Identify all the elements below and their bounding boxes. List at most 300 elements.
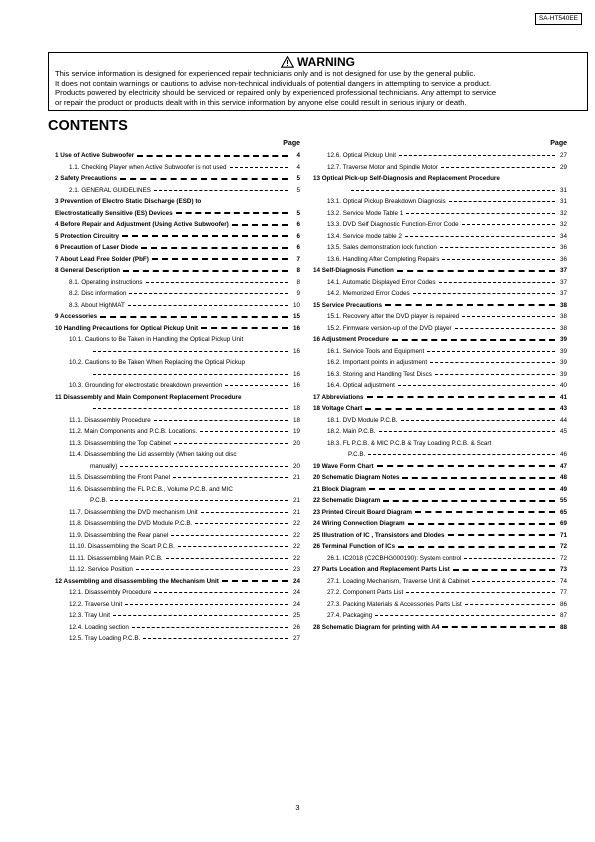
toc-leader: [136, 569, 288, 570]
toc-leader: [125, 604, 288, 605]
toc-entry-page: 87: [559, 612, 567, 619]
toc-entry-page: 74: [559, 577, 567, 585]
toc-entry-title: 19 Wave Form Chart: [313, 462, 374, 470]
toc-entry-title: 12.1. Disassembly Procedure: [69, 589, 152, 596]
toc-entry-title: 13 Optical Pick-up Self-Diagnosis and Replacement Procedure: [313, 175, 500, 182]
toc-entry-page: 4: [296, 163, 300, 171]
toc-leader: [449, 201, 555, 202]
toc-entry-title: 23 Printed Circuit Board Diagram: [313, 508, 413, 516]
toc-entry[interactable]: [55, 369, 300, 381]
toc-entry-page: 5: [296, 175, 300, 182]
toc-entry[interactable]: [55, 392, 300, 404]
toc-entry-title: 11.8. Disassembling the DVD Module P.C.B.: [69, 520, 193, 527]
toc-entry[interactable]: [313, 300, 567, 312]
toc-entry-title: 18.3. FL P.C.B. & MIC P.C.B & Tray Loading P.C.B. & Scart: [327, 439, 492, 447]
toc-entry-page: 40: [559, 382, 567, 389]
toc-leader: [415, 511, 555, 513]
toc-leader: [225, 385, 288, 386]
toc-entry-page: 20: [292, 462, 300, 470]
toc-entry[interactable]: [55, 196, 300, 208]
toc-entry-page: 26: [292, 623, 300, 631]
contents-heading: CONTENTS: [48, 118, 128, 134]
toc-entry-page: 32: [559, 221, 567, 228]
toc-leader: [383, 500, 555, 502]
toc-entry-title: 27.1. Loading Mechanism, Traverse Unit & Cabinet: [327, 577, 470, 585]
toc-leader: [367, 396, 555, 398]
toc-entry-title: 16.3. Storing and Handling Test Discs: [327, 370, 432, 378]
toc-entry-title: 6 Precaution of Laser Diode: [55, 244, 139, 251]
toc-leader: [195, 523, 288, 524]
toc-entry-page: 72: [559, 554, 567, 562]
toc-leader: [154, 420, 288, 421]
toc-entry-page: 22: [292, 520, 300, 527]
toc-entry-page: 8: [296, 267, 300, 274]
toc-entry-title: 12 Assembling and disassembling the Mechanism Unit: [55, 577, 219, 585]
toc-leader: [230, 167, 288, 168]
toc-entry-title: 12.2. Traverse Unit: [69, 600, 123, 608]
toc-entry[interactable]: [313, 507, 567, 519]
toc-leader: [173, 477, 288, 478]
toc-entry[interactable]: [313, 484, 567, 496]
toc-leader: [464, 558, 555, 559]
warning-title: [55, 55, 581, 69]
model-number: SA-HT540EE: [535, 13, 582, 25]
toc-entry-page: 21: [292, 474, 300, 481]
toc-leader: [129, 293, 288, 294]
toc-entry[interactable]: [55, 300, 300, 312]
toc-entry[interactable]: [55, 219, 300, 231]
toc-entry-page: 16: [292, 347, 300, 355]
toc-entry-title: P.C.B.: [348, 451, 366, 458]
toc-leader: [406, 213, 555, 214]
toc-entry-title: 20 Schematic Diagram Notes: [313, 474, 400, 481]
toc-entry-page: 21: [292, 508, 300, 516]
toc-leader: [120, 178, 288, 180]
toc-leader: [427, 351, 555, 352]
toc-entry[interactable]: [313, 346, 567, 358]
toc-leader: [154, 190, 288, 191]
toc-entry[interactable]: [55, 357, 300, 369]
toc-leader: [128, 305, 288, 306]
toc-entry[interactable]: [313, 208, 567, 220]
toc-entry-title: 13.3. DVD Self Diagnostic Function-Error Code: [327, 221, 459, 228]
toc-entry-page: 32: [559, 209, 567, 217]
toc-entry[interactable]: [55, 426, 300, 438]
toc-entry-page: 65: [559, 508, 567, 516]
toc-entry[interactable]: [313, 231, 567, 243]
toc-entry[interactable]: [55, 346, 300, 358]
toc-entry[interactable]: [55, 208, 300, 220]
toc-entry-title: 2.1. GENERAL GUIDELINES: [69, 186, 152, 194]
toc-entry-page: 22: [292, 531, 300, 539]
toc-entry-title: 12.5. Tray Loading P.C.B.: [69, 635, 141, 642]
toc-entry-title: 11.1. Disassembly Procedure: [69, 416, 151, 424]
toc-entry-page: 29: [559, 163, 567, 171]
toc-entry[interactable]: [313, 518, 567, 530]
toc-entry-title: 16 Adjustment Procedure: [313, 336, 390, 343]
toc-entry[interactable]: [313, 587, 567, 599]
toc-entry-title: 18 Voltage Chart: [313, 405, 363, 412]
toc-entry-page: 25: [292, 612, 300, 619]
toc-entry-page: 31: [559, 198, 567, 205]
warning-line: Products powered by electricity should be serviced or repaired only by experienced professional technicians. Any attempt to service: [55, 88, 497, 98]
toc-entry[interactable]: [55, 380, 300, 392]
toc-right-list: [313, 150, 567, 633]
toc-leader: [453, 569, 555, 571]
toc-entry-page: 22: [292, 554, 300, 562]
toc-entry[interactable]: [313, 438, 567, 450]
toc-entry-title: 8.2. Disc information: [69, 290, 127, 297]
toc-leader: [174, 443, 288, 444]
toc-entry[interactable]: [55, 484, 300, 496]
toc-entry[interactable]: [313, 150, 567, 162]
toc-leader: [430, 362, 555, 363]
toc-entry-page: 55: [559, 497, 567, 504]
toc-entry[interactable]: [313, 415, 567, 427]
warning-line: or repair the product or products dealt with in this service information by anyone else could result in serious injury or death.: [55, 97, 467, 107]
toc-leader: [100, 316, 288, 318]
toc-entry[interactable]: [313, 173, 567, 185]
toc-entry-page: 39: [559, 370, 567, 378]
warning-line: It does not contain warnings or cautions to advise non-technical individuals of potential dangers in attempting to service a product.: [55, 78, 492, 88]
toc-leader: [93, 408, 288, 409]
toc-leader: [200, 431, 288, 432]
toc-leader: [385, 304, 555, 306]
toc-entry-title: 8.1. Operating instructions: [69, 278, 143, 286]
toc-leader: [406, 592, 555, 593]
toc-entry[interactable]: [313, 599, 567, 611]
page-column-header: Page: [283, 140, 300, 147]
toc-leader: [171, 535, 288, 536]
toc-entry[interactable]: [313, 495, 567, 507]
toc-entry-title: 17 Abbreviations: [313, 393, 364, 401]
toc-leader: [232, 224, 288, 226]
toc-entry-title: 11.3. Disassembling the Top Cabinet: [69, 439, 171, 447]
toc-entry-page: 16: [292, 324, 300, 332]
toc-entry-page: 47: [559, 462, 567, 470]
toc-entry[interactable]: [313, 196, 567, 208]
toc-entry-title: 15.2. Firmware version-up of the DVD player: [327, 324, 452, 332]
toc-entry-page: 16: [292, 370, 300, 378]
toc-entry-page: 88: [559, 623, 567, 631]
toc-entry[interactable]: [313, 254, 567, 266]
toc-entry-page: 39: [559, 336, 567, 343]
toc-entry[interactable]: [55, 277, 300, 289]
toc-entry[interactable]: [55, 185, 300, 197]
toc-entry-page: 37: [559, 290, 567, 297]
toc-entry-page: 39: [559, 359, 567, 366]
toc-leader: [146, 282, 288, 283]
toc-entry-title: 16.1. Service Tools and Equipment: [327, 347, 425, 355]
toc-entry-page: 46: [559, 451, 567, 458]
toc-entry[interactable]: [313, 357, 567, 369]
toc-entry[interactable]: [313, 530, 567, 542]
toc-entry[interactable]: [313, 622, 567, 634]
toc-entry[interactable]: [55, 334, 300, 346]
toc-entry-page: 41: [559, 393, 567, 401]
toc-entry-page: 4: [296, 152, 300, 159]
toc-leader: [368, 454, 555, 455]
toc-entry[interactable]: [55, 173, 300, 185]
toc-leader: [120, 466, 288, 467]
toc-entry-title: 10.1. Cautions to Be Taken in Handling the Optical Pickup Unit: [69, 336, 244, 343]
toc-entry-page: 16: [292, 382, 300, 389]
toc-entry-page: 69: [559, 520, 567, 527]
toc-leader: [439, 282, 556, 283]
toc-entry[interactable]: [313, 380, 567, 392]
toc-leader: [442, 626, 555, 628]
toc-entry[interactable]: [55, 438, 300, 450]
toc-entry-title: 25 Illustration of IC , Transistors and Diodes: [313, 531, 445, 539]
toc-leader: [399, 155, 555, 156]
toc-entry[interactable]: [313, 403, 567, 415]
toc-leader: [365, 408, 555, 410]
toc-leader: [122, 235, 288, 237]
toc-entry[interactable]: [313, 449, 567, 461]
toc-entry-title: 15.1. Recovery after the DVD player is repaired: [327, 313, 460, 320]
toc-entry-title: 16.4. Optical adjustment: [327, 382, 395, 389]
toc-entry-page: 45: [559, 428, 567, 435]
toc-leader: [398, 546, 555, 548]
warning-box: [48, 52, 588, 111]
toc-left-list: [55, 150, 300, 645]
toc-entry[interactable]: [313, 392, 567, 404]
toc-entry-page: 34: [559, 232, 567, 240]
toc-entry-page: 10: [292, 301, 300, 309]
toc-leader: [408, 523, 555, 525]
toc-leader: [93, 374, 288, 375]
toc-leader: [462, 224, 555, 225]
toc-entry[interactable]: [313, 219, 567, 231]
toc-leader: [166, 558, 288, 559]
toc-entry-page: 48: [559, 474, 567, 481]
toc-leader: [392, 339, 555, 341]
toc-entry[interactable]: [55, 242, 300, 254]
toc-entry-page: 43: [559, 405, 567, 412]
toc-entry-title: 12.3. Tray Unit: [69, 612, 110, 619]
toc-entry[interactable]: [55, 162, 300, 174]
toc-entry-title: 12.4. Loading section: [69, 623, 129, 631]
toc-entry-page: 39: [559, 347, 567, 355]
toc-entry-title: 11.11. Disassembling Main P.C.B.: [69, 554, 163, 562]
toc-entry[interactable]: [313, 564, 567, 576]
toc-entry-title: 3 Prevention of Electro Static Discharge (ESD) to: [55, 198, 202, 205]
toc-entry-title: 11.6. Disassembling the FL P.C.B., Volume P.C.B. and MIC: [69, 485, 233, 493]
toc-leader: [462, 316, 555, 317]
toc-entry-page: 22: [292, 543, 300, 550]
toc-entry-title: 27 Parts Location and Replacement Parts List: [313, 566, 450, 573]
toc-entry-page: 7: [296, 255, 300, 263]
toc-entry[interactable]: [55, 633, 300, 645]
toc-leader: [379, 431, 555, 432]
toc-entry[interactable]: [313, 185, 567, 197]
toc-entry-title: 12.7. Traverse Motor and Spindle Motor: [327, 163, 438, 171]
toc-entry-title: 11.10. Disassembling the Scart P.C.B.: [69, 543, 175, 550]
toc-leader: [201, 327, 288, 329]
toc-entry-page: 8: [296, 278, 300, 286]
toc-right-column: [313, 138, 567, 633]
toc-leader: [401, 420, 555, 421]
toc-entry-page: 19: [292, 428, 300, 435]
toc-entry[interactable]: [313, 576, 567, 588]
toc-entry[interactable]: [313, 610, 567, 622]
toc-entry[interactable]: [55, 541, 300, 553]
toc-entry[interactable]: [313, 242, 567, 254]
toc-entry-title: 16.2. Important points in adjustment: [327, 359, 428, 366]
toc-entry[interactable]: [313, 461, 567, 473]
toc-entry-title: 1 Use of Active Subwoofer: [55, 152, 135, 159]
toc-entry-title: 5 Protection Circuitry: [55, 232, 120, 240]
toc-leader: [440, 247, 555, 248]
toc-entry[interactable]: [55, 265, 300, 277]
toc-entry[interactable]: [55, 461, 300, 473]
toc-entry-title: 9 Accessories: [55, 313, 98, 320]
toc-entry-title: 27.2. Component Parts List: [327, 589, 404, 596]
toc-entry[interactable]: [55, 564, 300, 576]
toc-entry-title: 26.1. IC2018 (C2CBHG000190): System control: [327, 554, 462, 562]
toc-entry-title: 15 Service Precautions: [313, 301, 382, 309]
toc-entry[interactable]: [55, 622, 300, 634]
toc-entry[interactable]: [55, 449, 300, 461]
toc-entry-page: 38: [559, 324, 567, 332]
toc-leader: [141, 247, 288, 249]
warning-title-text: WARNING: [297, 55, 355, 69]
toc-leader: [369, 488, 555, 490]
toc-entry-page: 71: [559, 531, 567, 539]
toc-leader: [402, 477, 555, 479]
toc-entry-page: 38: [559, 313, 567, 320]
toc-entry[interactable]: [55, 530, 300, 542]
toc-entry[interactable]: [55, 311, 300, 323]
toc-entry-title: 8.3. About HighMAT: [69, 301, 125, 309]
toc-entry-title: 14.2. Memorized Error Codes: [327, 290, 410, 297]
toc-leader: [201, 512, 288, 513]
toc-entry[interactable]: [55, 587, 300, 599]
toc-leader: [113, 615, 288, 616]
toc-leader: [397, 270, 555, 272]
toc-entry-title: 10.3. Grounding for electrostatic breakdown prevention: [69, 382, 223, 389]
toc-entry-page: 37: [559, 267, 567, 274]
toc-entry[interactable]: [313, 288, 567, 300]
page-number: 3: [295, 803, 300, 812]
toc-entry[interactable]: [55, 150, 300, 162]
warning-triangle-icon: [281, 56, 294, 68]
toc-leader: [442, 259, 555, 260]
toc-entry-page: 5: [296, 186, 300, 194]
toc-entry[interactable]: [313, 323, 567, 335]
toc-leader: [448, 534, 555, 536]
toc-entry[interactable]: [313, 369, 567, 381]
toc-leader: [398, 385, 555, 386]
toc-entry-title: 27.3. Packing Materials & Accessories Parts List: [327, 600, 462, 608]
toc-entry-page: 77: [559, 589, 567, 596]
toc-entry-page: 72: [559, 543, 567, 550]
toc-leader: [472, 581, 555, 582]
toc-entry[interactable]: [55, 231, 300, 243]
toc-entry[interactable]: [313, 472, 567, 484]
toc-entry-title: Electrostatically Sensitive (ES) Devices: [55, 209, 173, 217]
toc-entry-title: 21 Block Diagram: [313, 485, 366, 493]
toc-entry-page: 27: [292, 635, 300, 642]
toc-entry[interactable]: [55, 323, 300, 335]
toc-entry[interactable]: [313, 541, 567, 553]
toc-entry[interactable]: [55, 507, 300, 519]
toc-entry-title: 10 Handling Precautions for Optical Pickup Unit: [55, 324, 199, 332]
toc-entry-page: 24: [292, 589, 300, 596]
toc-entry-page: 37: [559, 278, 567, 286]
toc-entry[interactable]: [313, 553, 567, 565]
toc-leader: [132, 627, 288, 628]
toc-entry[interactable]: [313, 162, 567, 174]
toc-entry-page: 6: [296, 221, 300, 228]
toc-entry-page: 73: [559, 566, 567, 573]
toc-entry-title: 11.7. Disassembling the DVD mechanism Unit: [69, 508, 198, 516]
toc-entry[interactable]: [55, 576, 300, 588]
toc-entry-title: 7 About Lead Free Solder (PbF): [55, 255, 149, 263]
toc-entry[interactable]: [55, 599, 300, 611]
toc-entry-title: 1.1. Checking Player when Active Subwoofer is not used: [69, 163, 227, 171]
toc-entry-title: 13.5. Sales demonstration lock function: [327, 244, 437, 251]
toc-leader: [413, 293, 555, 294]
toc-entry-title: P.C.B.: [90, 497, 108, 504]
toc-entry[interactable]: [55, 415, 300, 427]
toc-entry-title: 11.2. Main Components and P.C.B. Locations.: [69, 428, 198, 435]
toc-leader: [435, 374, 555, 375]
toc-entry-title: 27.4. Packaging: [327, 612, 373, 619]
toc-entry-page: 6: [296, 232, 300, 240]
toc-entry-page: 36: [559, 244, 567, 251]
toc-entry-title: 13.6. Handling After Completing Repairs: [327, 255, 440, 263]
toc-entry-page: 15: [292, 313, 300, 320]
toc-entry[interactable]: [55, 288, 300, 300]
toc-entry-page: 9: [296, 290, 300, 297]
toc-entry-page: 20: [292, 439, 300, 447]
toc-entry-title: 13.2. Service Mode Table 1: [327, 209, 404, 217]
toc-entry[interactable]: [313, 265, 567, 277]
toc-entry-title: 28 Schematic Diagram for printing with A4: [313, 623, 440, 631]
toc-entry[interactable]: [55, 495, 300, 507]
toc-entry[interactable]: [55, 610, 300, 622]
toc-leader: [455, 328, 555, 329]
toc-leader: [351, 190, 555, 191]
toc-entry[interactable]: [55, 518, 300, 530]
toc-leader: [176, 212, 288, 214]
toc-entry-page: 86: [559, 600, 567, 608]
toc-entry-title: 8 General Description: [55, 267, 121, 274]
warning-line: This service information is designed for experienced repair technicians only and is not designed for use by the general public.: [55, 69, 476, 78]
toc-entry-page: 31: [559, 186, 567, 194]
toc-entry[interactable]: [313, 426, 567, 438]
page-column-header: Page: [550, 140, 567, 147]
toc-entry-title: 11 Disassembly and Main Component Replacement Procedure: [55, 393, 242, 401]
warning-text: [55, 69, 581, 107]
toc-entry[interactable]: [55, 403, 300, 415]
toc-entry[interactable]: [55, 254, 300, 266]
toc-entry[interactable]: [313, 334, 567, 346]
toc-leader: [143, 638, 288, 639]
toc-entry[interactable]: [55, 472, 300, 484]
toc-entry-page: 44: [559, 416, 567, 424]
toc-leader: [154, 592, 288, 593]
toc-leader: [110, 500, 288, 501]
toc-entry[interactable]: [55, 553, 300, 565]
toc-entry[interactable]: [313, 277, 567, 289]
toc-entry-title: 4 Before Repair and Adjustment (Using Active Subwoofer): [55, 221, 229, 228]
toc-entry-title: 10.2. Cautions to Be Taken When Replacing the Optical Pickup: [69, 359, 245, 366]
toc-entry[interactable]: [313, 311, 567, 323]
toc-entry-page: 36: [559, 255, 567, 263]
toc-entry-page: 49: [559, 485, 567, 493]
